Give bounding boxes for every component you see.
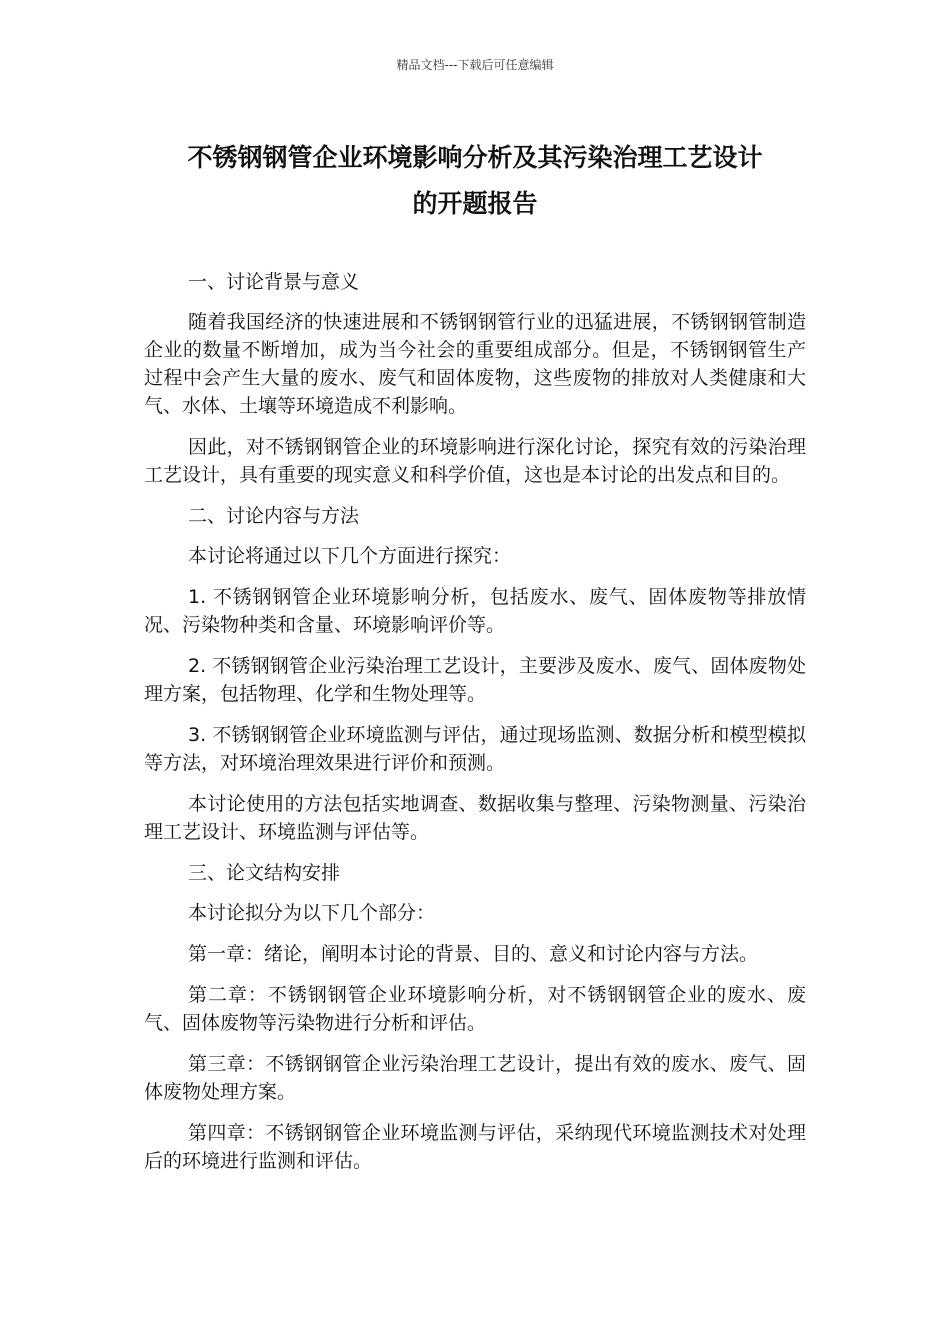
page-header-note: 精品文档---下载后可任意编辑 bbox=[396, 58, 554, 72]
section-heading-background: 一、讨论背景与意义 bbox=[188, 271, 360, 293]
chapter-4: 第四章：不锈钢钢管企业环境监测与评估，采纳现代环境监测技术对处理后的环境进行监测和评估。 bbox=[144, 1122, 806, 1172]
paragraph-research-intro: 本讨论将通过以下几个方面进行探究： bbox=[188, 545, 512, 567]
document-title-line-2: 的开题报告 bbox=[412, 189, 538, 218]
document-title-line-1: 不锈钢钢管企业环境影响分析及其污染治理工艺设计 bbox=[187, 143, 763, 172]
document-body bbox=[144, 268, 806, 1188]
chapter-2: 第二章：不锈钢钢管企业环境影响分析，对不锈钢钢管企业的废水、废气、固体废物等污染物进行分析和评估。 bbox=[144, 984, 806, 1034]
list-item-1: 1. 不锈钢钢管企业环境影响分析，包括废水、废气、固体废物等排放情况、污染物种类和含量、环境影响评价等。 bbox=[144, 586, 806, 636]
section-heading-structure: 三、论文结构安排 bbox=[188, 862, 341, 884]
chapter-3: 第三章：不锈钢钢管企业污染治理工艺设计，提出有效的废水、废气、固体废物处理方案。 bbox=[144, 1053, 806, 1103]
paragraph-methods: 本讨论使用的方法包括实地调查、数据收集与整理、污染物测量、污染治理工艺设计、环境监测与评估等。 bbox=[144, 793, 806, 843]
chapter-1: 第一章：绪论，阐明本讨论的背景、目的、意义和讨论内容与方法。 bbox=[188, 943, 759, 965]
paragraph-structure-intro: 本讨论拟分为以下几个部分： bbox=[188, 902, 436, 924]
document-title bbox=[120, 135, 830, 227]
list-item-2: 2. 不锈钢钢管企业污染治理工艺设计，主要涉及废水、废气、固体废物处理方案，包括物理、化学和生物处理等。 bbox=[144, 655, 806, 705]
list-item-3: 3. 不锈钢钢管企业环境监测与评估，通过现场监测、数据分析和模型模拟等方法，对环境治理效果进行评价和预测。 bbox=[144, 724, 806, 774]
paragraph-background: 随着我国经济的快速进展和不锈钢钢管行业的迅猛进展，不锈钢钢管制造企业的数量不断增加，成为当今社会的重要组成部分。但是，不锈钢钢管生产过程中会产生大量的废水、废气和固体废物，这些废物的排放对人类健康和大气、水体、土壤等环境造成不利影响。 bbox=[144, 311, 806, 417]
section-heading-content-method: 二、讨论内容与方法 bbox=[188, 505, 360, 527]
paragraph-significance: 因此，对不锈钢钢管企业的环境影响进行深化讨论，探究有效的污染治理工艺设计，具有重要的现实意义和科学价值，这也是本讨论的出发点和目的。 bbox=[144, 436, 806, 486]
